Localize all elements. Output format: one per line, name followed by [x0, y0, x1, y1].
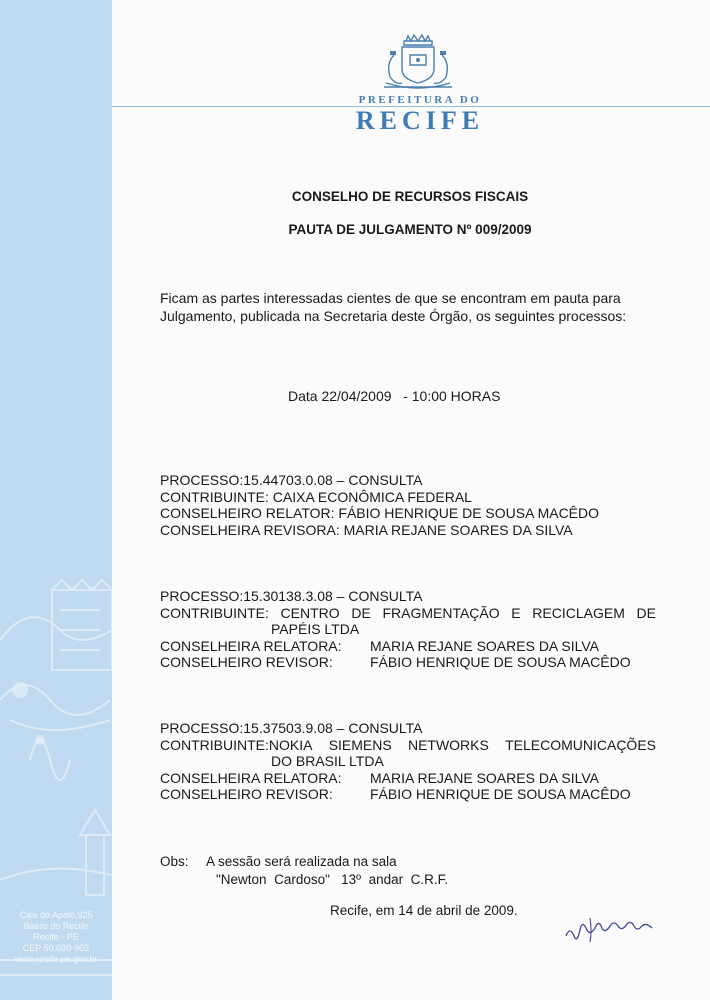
rapporteur-label: CONSELHEIRA RELATORA:	[160, 769, 342, 786]
rapporteur-name: MARIA REJANE SOARES DA SILVA	[370, 769, 599, 786]
process-taxpayer	[160, 737, 656, 754]
place-and-date: Recife, em 14 de abril de 2009.	[330, 903, 518, 918]
taxpayer-word: TELECOMUNICAÇÕES	[505, 736, 656, 753]
process-reviewer	[160, 654, 660, 671]
process-taxpayer-continued: PAPÉIS LTDA	[271, 621, 360, 637]
rapporteur-name: MARIA REJANE SOARES DA SILVA	[370, 637, 599, 654]
process-taxpayer-continued: DO BRASIL LTDA	[271, 753, 384, 769]
taxpayer-word: CONTRIBUINTE:NOKIA	[160, 736, 313, 753]
taxpayer-word: CONTRIBUINTE:	[160, 604, 269, 621]
handwritten-signature	[560, 910, 670, 950]
process-block-1	[160, 472, 660, 538]
process-block-2	[160, 588, 660, 671]
taxpayer-word: DE	[636, 604, 656, 621]
address-block	[4, 910, 108, 965]
intro-line: Julgamento, publicada na Secretaria deste Órgão, os seguintes processos:	[160, 308, 627, 324]
address-line: Recife - PE	[33, 932, 79, 942]
taxpayer-word: DE	[351, 604, 371, 621]
taxpayer-word: RECICLAGEM	[532, 604, 625, 621]
taxpayer-word: CENTRO	[280, 604, 340, 621]
address-line: Bairro do Recife	[23, 921, 89, 931]
document-subheading: PAUTA DE JULGAMENTO Nº 009/2009	[288, 222, 532, 237]
process-taxpayer: CONTRIBUINTE: CAIXA ECONÔMICA FEDERAL	[160, 488, 472, 505]
process-number: PROCESSO:15.37503.9.08 – CONSULTA	[160, 720, 423, 736]
city-crest-icon	[380, 33, 456, 91]
process-rapporteur	[160, 638, 660, 655]
address-line: www.recife.pe.gov.br	[14, 954, 98, 964]
reviewer-label: CONSELHEIRO REVISOR:	[160, 654, 333, 670]
sidebar-strip	[0, 0, 112, 1000]
observation	[160, 853, 448, 889]
reviewer-name: FÁBIO HENRIQUE DE SOUSA MACÊDO	[370, 786, 631, 802]
process-block-3	[160, 720, 660, 803]
reviewer-label: CONSELHEIRO REVISOR:	[160, 786, 333, 802]
address-line: CEP 50.030-903	[22, 943, 90, 953]
intro-line: Ficam as partes interessadas cientes de que se encontram em pauta para	[160, 290, 621, 306]
process-rapporteur	[160, 770, 660, 787]
letterhead-subtitle: PREFEITURA DO	[358, 94, 482, 106]
taxpayer-word: NETWORKS	[407, 736, 489, 753]
process-taxpayer	[160, 605, 656, 622]
intro-paragraph	[160, 289, 626, 325]
rapporteur-label: CONSELHEIRA RELATORA:	[160, 637, 342, 654]
document-heading: CONSELHO DE RECURSOS FISCAIS	[291, 189, 529, 204]
session-date: Data 22/04/2009 - 10:00 HORAS	[288, 388, 501, 404]
process-rapporteur: CONSELHEIRO RELATOR: FÁBIO HENRIQUE DE SOUSA MACÊDO	[160, 505, 600, 521]
process-number: PROCESSO:15.30138.3.08 – CONSULTA	[160, 588, 423, 604]
address-line: Cais do Apolo,925	[19, 910, 93, 920]
taxpayer-word: E	[511, 604, 521, 621]
taxpayer-word: SIEMENS	[328, 736, 392, 753]
observation-text: A sessão será realizada na sala	[206, 854, 397, 869]
observation-label: Obs:	[160, 854, 189, 869]
observation-room: "Newton Cardoso" 13º andar C.R.F.	[216, 872, 449, 887]
taxpayer-word: FRAGMENTAÇÃO	[382, 604, 500, 621]
reviewer-name: FÁBIO HENRIQUE DE SOUSA MACÊDO	[370, 654, 631, 670]
process-reviewer: CONSELHEIRA REVISORA: MARIA REJANE SOARES DA SILVA	[160, 521, 573, 538]
sidebar-watermark-art	[0, 0, 112, 1000]
process-number: PROCESSO:15.44703.0.08 – CONSULTA	[160, 472, 423, 488]
letterhead-title: RECIFE	[355, 106, 485, 135]
process-reviewer	[160, 786, 660, 803]
